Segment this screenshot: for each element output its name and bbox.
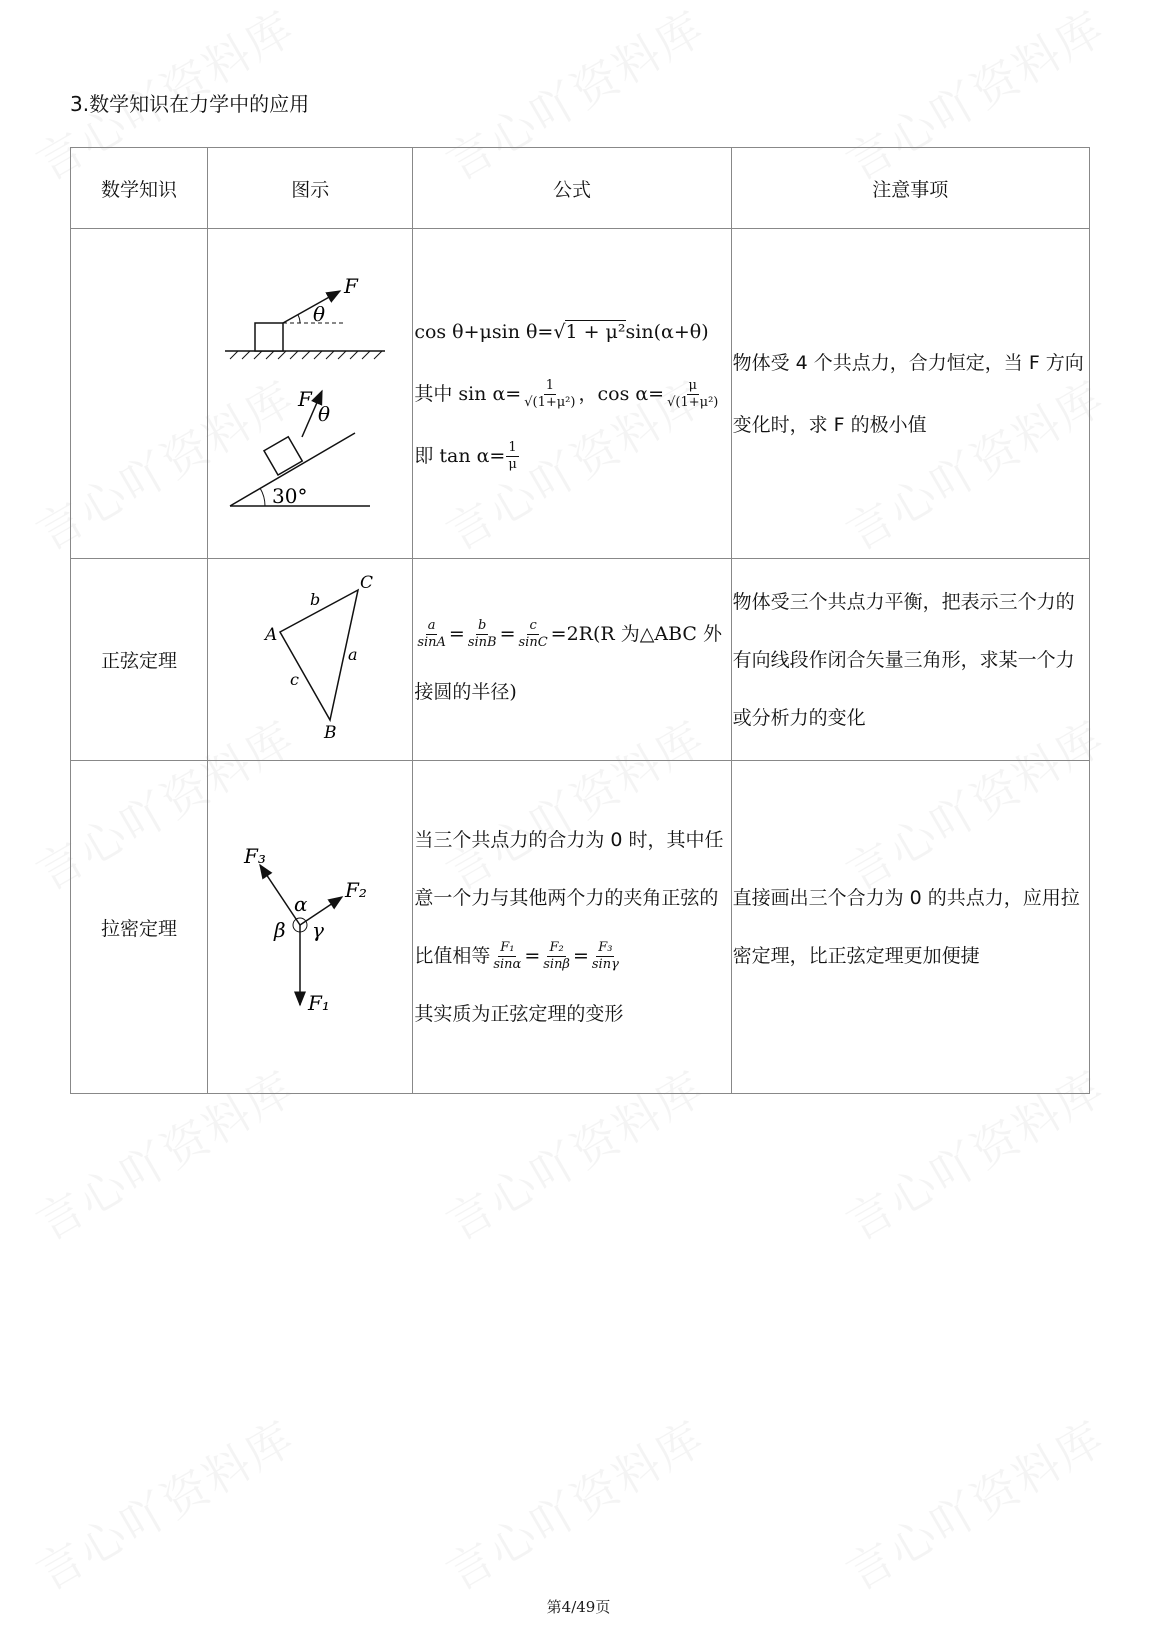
header-math-knowledge: 数学知识 — [71, 148, 208, 229]
force-label-f2: F₂ — [345, 877, 368, 902]
formula-line-2 — [414, 363, 730, 425]
fraction: $\frac{c}{\sin C}$ — [518, 617, 548, 650]
header-notes: 注意事项 — [731, 148, 1089, 229]
sine-rule-formula: $\frac{a}{\sin A}$ = $\frac{b}{\sin B}$ = $\frac{c}{\sin C}$ =2R(R 为△ABC 外接圆的半径) — [414, 617, 722, 703]
formula-text: 当三个共点力的合力为 0 时，其中任意一个力与其他两个力的夹角正弦的比值相等 — [414, 829, 724, 967]
formula-text: =2R(R 为△ABC 外接圆的半径) — [414, 622, 722, 703]
fraction: $\frac{\text{F₃}}{\sin\gamma}$ — [591, 940, 619, 972]
math-in-mechanics-table — [70, 147, 1090, 1094]
row-name: 正弦定理 — [71, 559, 208, 761]
fraction: $\frac{\text{F₁}}{\sin\alpha}$ — [493, 940, 522, 972]
fraction: $\frac{1}{\text{√(1+μ²)}}$ — [524, 377, 576, 410]
row-formula — [413, 559, 731, 761]
vertex-c: C — [360, 573, 374, 593]
sqrt-sign: √ — [553, 320, 566, 343]
watermark — [433, 1402, 715, 1603]
fraction: $\frac{b}{\sin B}$ — [467, 617, 497, 650]
table-row — [71, 761, 1090, 1094]
fraction: $\frac{1}{\mu}$ — [508, 439, 517, 472]
formula-text: 其中 sin α= — [414, 382, 522, 405]
force-label-f3: F₃ — [244, 843, 267, 868]
force-label-f: F — [344, 274, 359, 298]
vertex-b: B — [324, 723, 337, 742]
side-c: c — [290, 670, 300, 689]
formula-line-1 — [414, 301, 730, 363]
row-formula: 当三个共点力的合力为 0 时，其中任意一个力与其他两个力的夹角正弦的比值相等 $\frac{\text{F₁}}{\sin\alpha}$ = $\frac{\text{F₂}}{\sin\beta}$ = $\frac{\text{F₃}}{\sin\gamma}$ 其实质为正弦定理的变形 — [413, 761, 731, 1094]
header-formula: 公式 — [413, 148, 731, 229]
formula-line-3 — [414, 425, 730, 487]
row-note: 物体受 4 个共点力，合力恒定，当 F 方向变化时，求 F 的极小值 — [731, 229, 1089, 559]
fraction: $\frac{\mu}{\text{√(1+μ²)}}$ — [667, 377, 719, 410]
row-note: 直接画出三个合力为 0 的共点力，应用拉密定理，比正弦定理更加便捷 — [731, 761, 1089, 1094]
side-a: a — [348, 645, 358, 664]
row-figure — [208, 229, 413, 559]
row-name: 拉密定理 — [71, 761, 208, 1094]
angle-gamma: γ — [312, 917, 325, 942]
table-header-row — [71, 148, 1090, 229]
angle-beta: β — [274, 917, 286, 942]
incline-angle-label: 30° — [272, 484, 308, 508]
header-diagram: 图示 — [208, 148, 413, 229]
watermark — [833, 1402, 1115, 1603]
row-figure — [208, 761, 413, 1094]
theta-label-incline: θ — [318, 402, 331, 426]
force-label-f-incline: F — [298, 387, 313, 411]
lami-diagram — [230, 825, 390, 1025]
row-name — [71, 229, 208, 559]
table-row — [71, 229, 1090, 559]
formula-text: cos θ+μsin θ= — [414, 320, 554, 343]
page-number: 第4/49页 — [546, 1598, 611, 1616]
row-formula — [413, 229, 731, 559]
angle-alpha: α — [294, 891, 308, 916]
section-title: 3.数学知识在力学中的应用 — [70, 92, 310, 116]
formula-text: sin(α+θ) — [625, 320, 709, 343]
row-figure — [208, 559, 413, 761]
formula-text: 其实质为正弦定理的变形 — [414, 1003, 624, 1025]
vertex-a: A — [265, 625, 278, 645]
table-row — [71, 559, 1090, 761]
side-b: b — [310, 590, 321, 609]
formula-text: ，cos α= — [578, 382, 665, 405]
theta-label: θ — [313, 302, 326, 326]
formula-text: 即 tan α= — [414, 444, 506, 467]
fraction: $\frac{\text{F₂}}{\sin\beta}$ — [543, 940, 570, 972]
triangle-diagram — [230, 572, 390, 742]
sqrt-radicand: 1 + μ² — [565, 320, 626, 343]
force-on-block-diagram — [210, 261, 410, 521]
fraction: $\frac{a}{\sin A}$ — [417, 617, 446, 650]
row-note: 物体受三个共点力平衡，把表示三个力的有向线段作闭合矢量三角形，求某一个力或分析力的变化 — [731, 559, 1089, 761]
force-label-f1: F₁ — [308, 990, 331, 1015]
watermark — [23, 1402, 305, 1603]
